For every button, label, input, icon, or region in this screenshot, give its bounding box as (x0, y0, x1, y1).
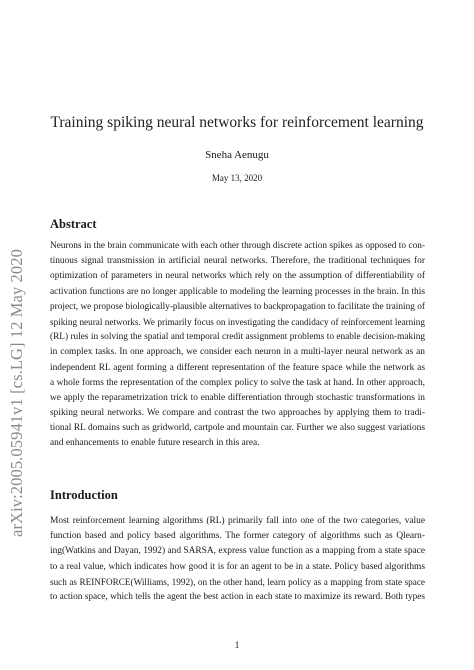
abstract-line: spiking neural networks. We primarily focus on investigating the candidacy of reinforcement learning (50, 316, 425, 327)
abstract-line: a whole forms the representation of the complex policy to solve the task at hand. In other approach, (50, 377, 425, 388)
introduction-heading: Introduction (50, 488, 118, 502)
abstract-line: Neurons in the brain communicate with each other through discrete action spikes as opposed to con- (50, 241, 425, 251)
publication-date: May 13, 2020 (211, 173, 263, 183)
introduction-line: to a real value, which indicates how good it is for an agent to be in a state. Policy based algorithms (50, 561, 425, 572)
introduction-body (50, 514, 425, 605)
abstract-line: independent RL agent forming a different representation of the feature space while the network as (50, 362, 425, 373)
introduction-line: function based and policy based algorithms. The former category of algorithms such as Qlearn- (50, 531, 425, 542)
page-number: 1 (234, 641, 240, 651)
introduction-line: to action space, which tells the agent the best action in each state to maximize its reward. Both types (50, 591, 425, 602)
abstract-line: tional RL domains such as gridworld, cartpole and mountain car. Further we also suggest variations (50, 423, 425, 434)
abstract-line: tinuous signal transmission in artificial neural networks. Therefore, the traditional techniques for (50, 256, 425, 267)
introduction-line: such as REINFORCE(Williams, 1992), on the other hand, learn policy as a mapping from state space (50, 576, 425, 587)
abstract-heading: Abstract (50, 217, 97, 231)
author-name: Sneha Aenugu (205, 149, 269, 161)
abstract-line: we apply the reparametrization trick to enable differentiation through stochastic transformations in (50, 392, 425, 403)
abstract-line: and enhancements to enable future research in this area. (50, 438, 260, 449)
abstract-line: activation functions are no longer applicable to modeling the learning processes in the brain. In this (50, 286, 425, 297)
arxiv-identifier-stamp (6, 207, 28, 579)
introduction-line: ing(Watkins and Dayan, 1992) and SARSA, express value function as a mapping from a state space (50, 546, 425, 557)
abstract-line: in complex tasks. In one approach, we consider each neuron in a multi-layer neural network as an (50, 347, 425, 358)
abstract-body (50, 239, 425, 452)
abstract-line: project, we propose biologically-plausible alternatives to backpropagation to facilitate the training of (50, 301, 425, 312)
abstract-line: (RL) rules in solving the spatial and temporal credit assignment problems to enable decision-making (50, 332, 425, 343)
abstract-line: optimization of parameters in neural networks which rely on the assumption of differentiability of (50, 271, 425, 282)
introduction-line: Most reinforcement learning algorithms (RL) primarily fall into one of the two categories, value (50, 516, 425, 526)
arxiv-identifier-text: arXiv:2005.05941v1 [cs.LG] 12 May 2020 (7, 249, 26, 537)
paper-title: Training spiking neural networks for reinforcement learning (50, 114, 424, 131)
abstract-line: spiking neural networks. We compare and contrast the two approaches by applying them to tradi- (50, 408, 425, 419)
